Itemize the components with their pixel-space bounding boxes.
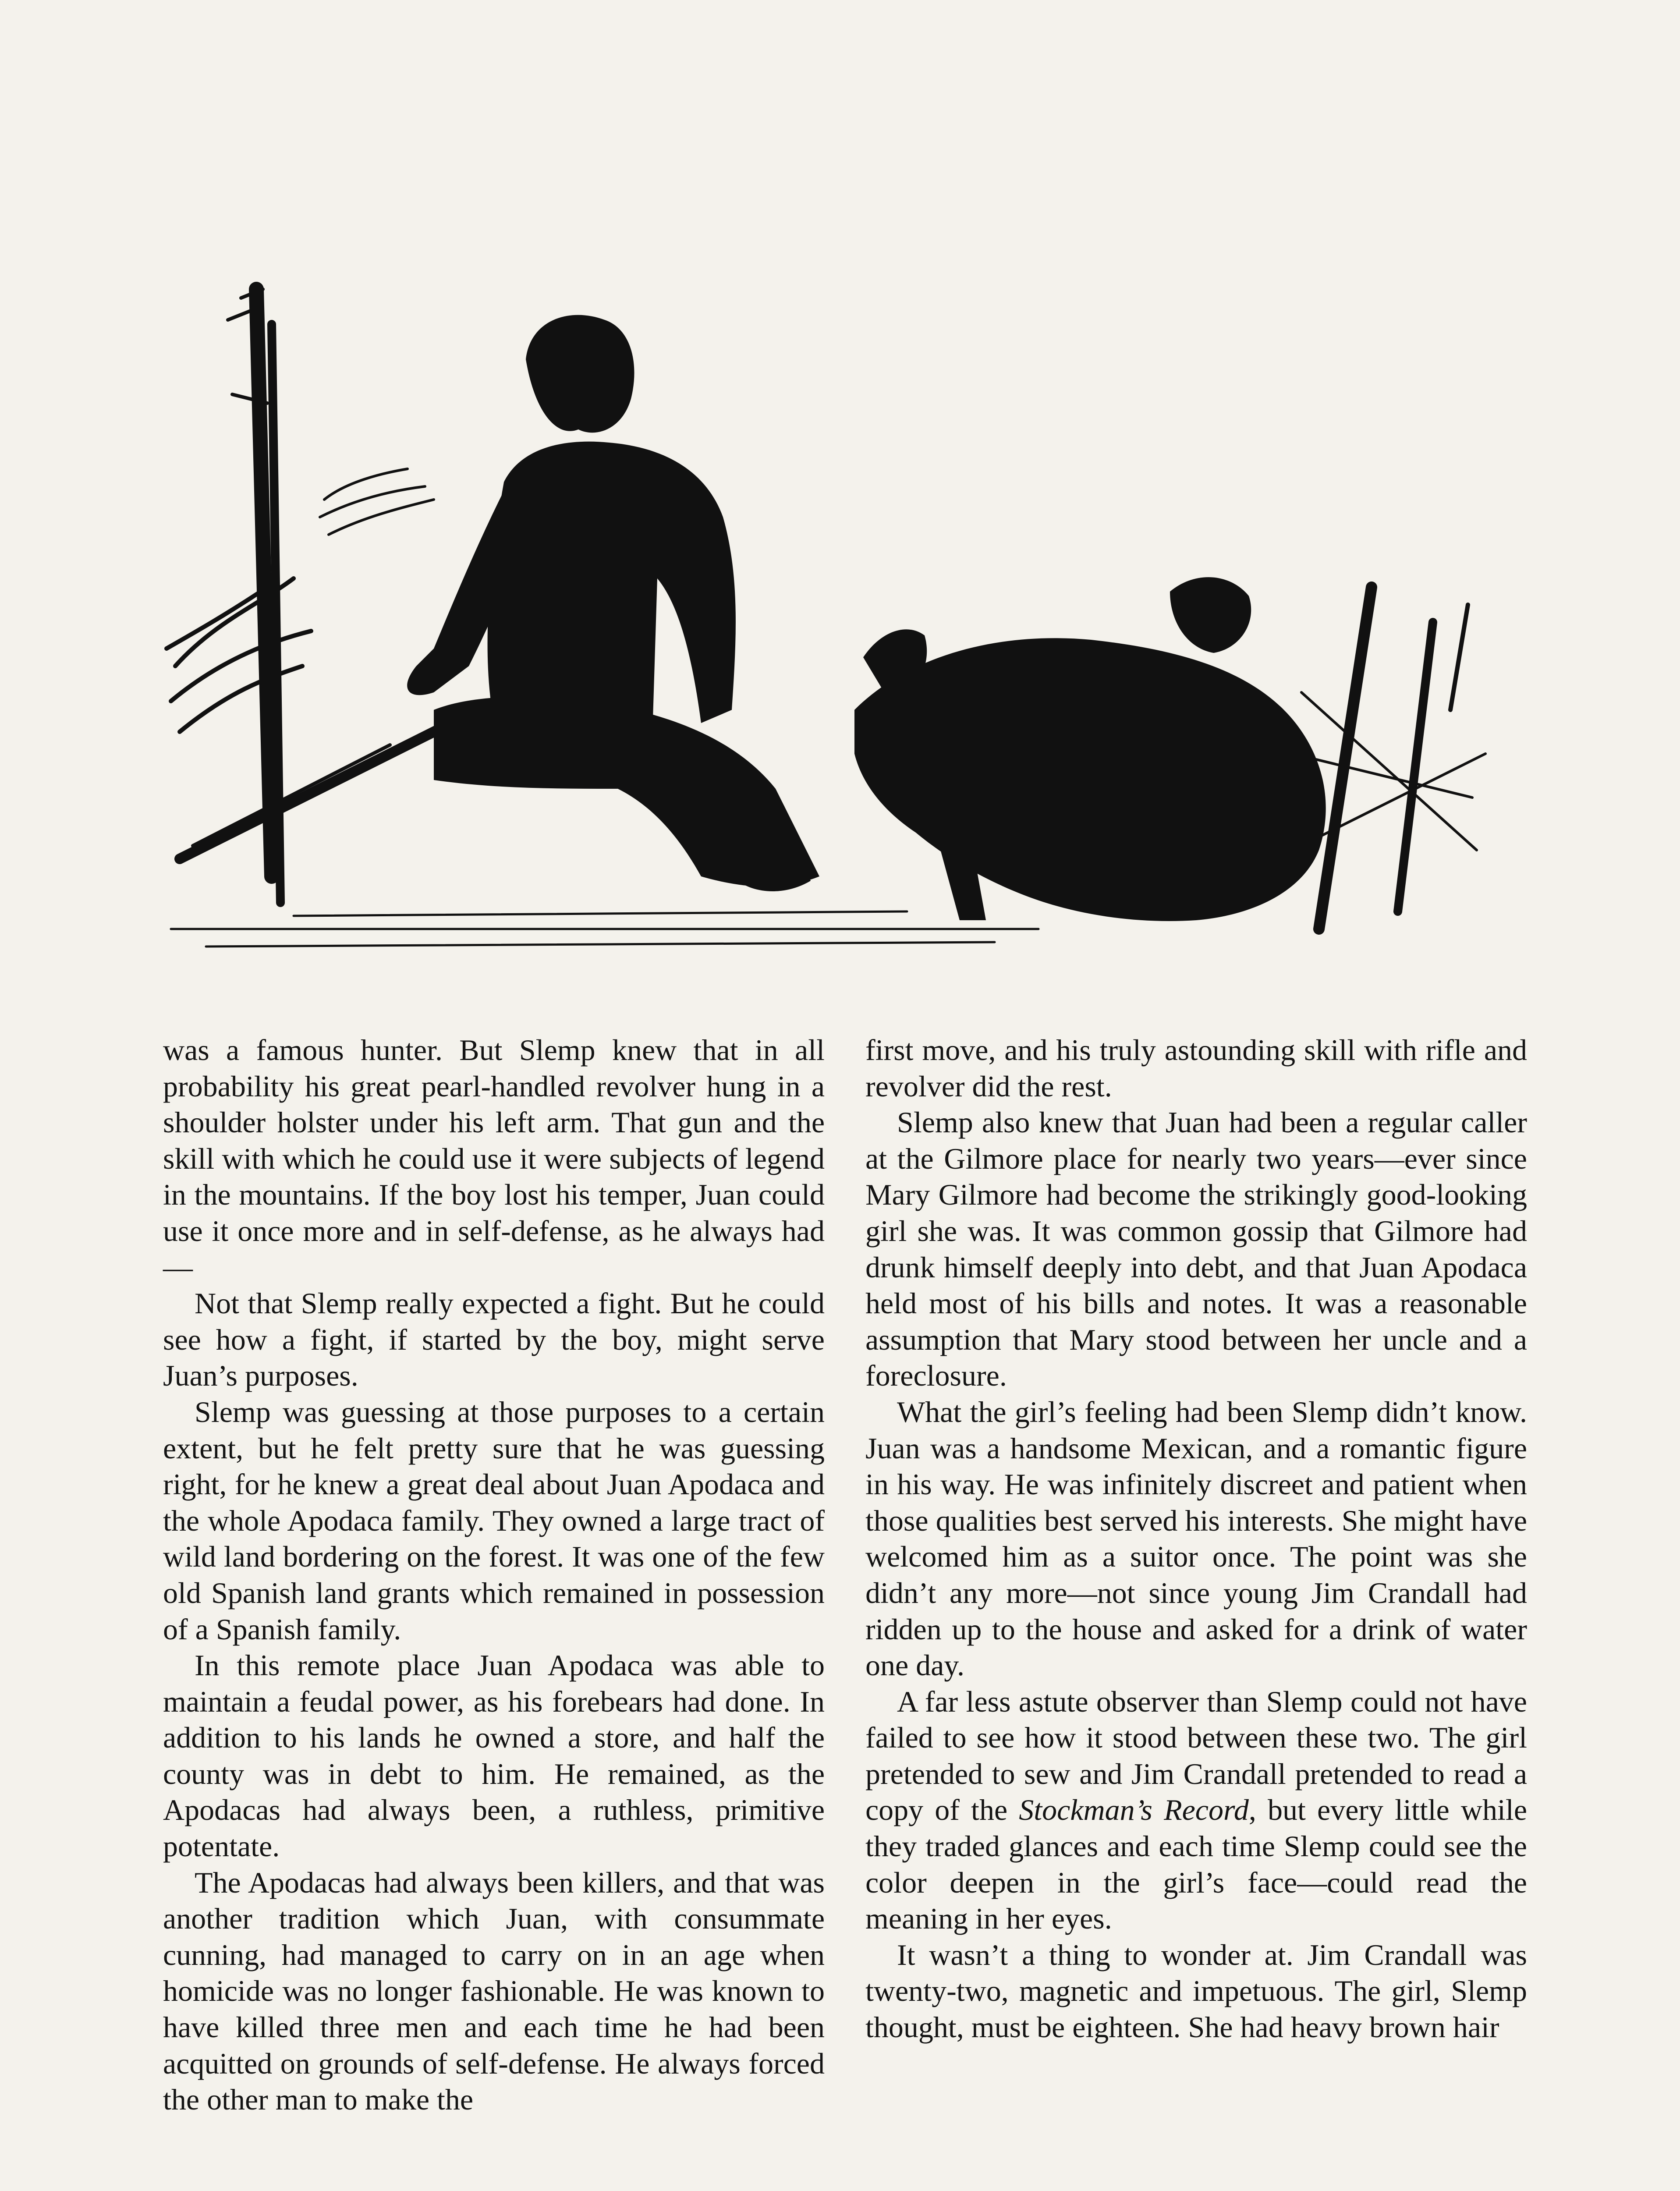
paragraph: It wasn’t a thing to wonder at. Jim Crandall was twenty-two, magnetic and impetuous. The girl, Slemp thought, must be eighteen. She had heavy brown hair [865,1938,1527,2044]
paragraph: The Apodacas had always been killers, and that was another tradition which Juan, with consummate cunning, had managed to carry on in an age when homicide was no longer fashionable. He was known to have killed three men and each time he had been acquitted on grounds of self-defense. He always forced the other man to make the [163,1865,825,2117]
paragraph-text: A far less astute observer than Slemp could not have failed to see how it stood between these two. The girl pretended to sew and Jim Crandall pretended to read a copy of the [865,1684,1527,1827]
paragraph: In this remote place Juan Apodaca was able to maintain a feudal power, as his forebears had done. In addition to his lands he owned a store, and half the county was in debt to him. He remained, as the Apodacas had always been, a ruthless, primitive potentate. [163,1649,825,1863]
paragraph: Slemp was guessing at those purposes to a certain extent, but he felt pretty sure that he was guessing right, for he knew a great deal about Juan Apodaca and the whole Apodaca family. They owned a large tract of wild land bordering on the forest. It was one of the few old Spanish land grants which remained in possession of a Spanish family. [163,1395,825,1646]
paragraph: was a famous hunter. But Slemp knew that in all probability his great pearl-handled revolver hung in a shoulder holster under his left arm. That gun and the skill with which he could use it were subjects of legend in the mountains. If the boy lost his temper, Juan could use it once more and in self-defense, as he always had— [163,1033,825,1284]
story-illustration [162,272,1494,968]
right-text-column [865,1032,1527,2046]
paragraph: Slemp also knew that Juan had been a regular caller at the Gilmore place for nearly two years—ever since Mary Gilmore had become the strikingly good-looking girl she was. It was common gossip that Gilmore had drunk himself deeply into debt, and that Juan Apodaca held most of his bills and notes. It was a reasonable assumption that Mary stood between her uncle and a foreclosure. [865,1106,1527,1393]
publication-title: Stockman’s Record [1019,1793,1249,1827]
paragraph-text: , but every little while they traded glances and each time Slemp could see the color deepen in the girl’s face—could read the meaning in her eyes. [865,1793,1528,1936]
paragraph: first move, and his truly astounding skill with rifle and revolver did the rest. [865,1033,1527,1103]
paragraph [865,1684,1527,1937]
left-text-column [163,1032,825,2118]
paragraph: Not that Slemp really expected a fight. But he could see how a fight, if started by the boy, might serve Juan’s purposes. [163,1287,825,1393]
paragraph: What the girl’s feeling had been Slemp didn’t know. Juan was a handsome Mexican, and a romantic figure in his way. He was infinitely discreet and patient when those qualities best served his interests. She might have welcomed him as a suitor once. The point was she didn’t any more—not since young Jim Crandall had ridden up to the house and asked for a drink of water one day. [865,1395,1527,1682]
